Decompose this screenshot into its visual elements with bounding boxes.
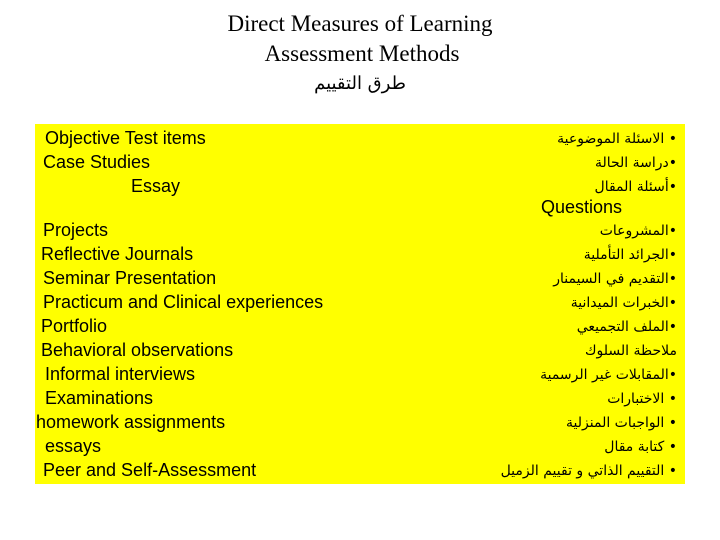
- arabic-item: •الخبرات الميدانية: [570, 295, 677, 311]
- english-item: Case Studies: [43, 152, 151, 172]
- arabic-item: • الاختبارات: [607, 391, 677, 407]
- arabic-item-questions: Questions: [540, 197, 622, 217]
- english-item: Reflective Journals: [41, 244, 194, 264]
- title-line-3-arabic: طرق التقييم: [314, 73, 406, 94]
- arabic-item: ملاحظة السلوك: [585, 343, 677, 359]
- arabic-item: •المشروعات: [599, 223, 677, 239]
- english-item: Behavioral observations: [41, 340, 234, 360]
- arabic-item: • الواجبات المنزلية: [566, 415, 677, 431]
- english-item: Portfolio: [41, 316, 108, 336]
- arabic-item: • الاسئلة الموضوعية: [557, 131, 677, 147]
- arabic-item: •أسئلة المقال: [594, 179, 677, 195]
- arabic-item: • كتابة مقال: [604, 439, 677, 455]
- english-item: Essay: [131, 176, 181, 196]
- english-item: Seminar Presentation: [43, 268, 217, 288]
- arabic-item: •الجرائد التأملية: [583, 247, 677, 263]
- arabic-item: • التقييم الذاتي و تقييم الزميل: [500, 463, 677, 479]
- english-item: Informal interviews: [45, 364, 196, 384]
- english-item: homework assignments: [36, 412, 226, 432]
- english-item: Peer and Self-Assessment: [43, 460, 257, 480]
- arabic-item: •المقابلات غير الرسمية: [540, 367, 677, 383]
- title-line-1: Direct Measures of Learning: [227, 11, 493, 36]
- english-item: Examinations: [45, 388, 154, 408]
- slide-title: [0, 9, 720, 99]
- english-item: Objective Test items: [45, 128, 206, 148]
- arabic-item: •التقديم في السيمنار: [553, 271, 677, 287]
- arabic-item: •الملف التجميعي: [576, 319, 677, 335]
- arabic-item: •دراسة الحالة: [594, 155, 677, 171]
- content-panel: [35, 124, 685, 484]
- english-item: Practicum and Clinical experiences: [43, 292, 324, 312]
- english-item: Projects: [43, 220, 109, 240]
- english-item: essays: [45, 436, 102, 456]
- title-line-2: Assessment Methods: [264, 41, 460, 66]
